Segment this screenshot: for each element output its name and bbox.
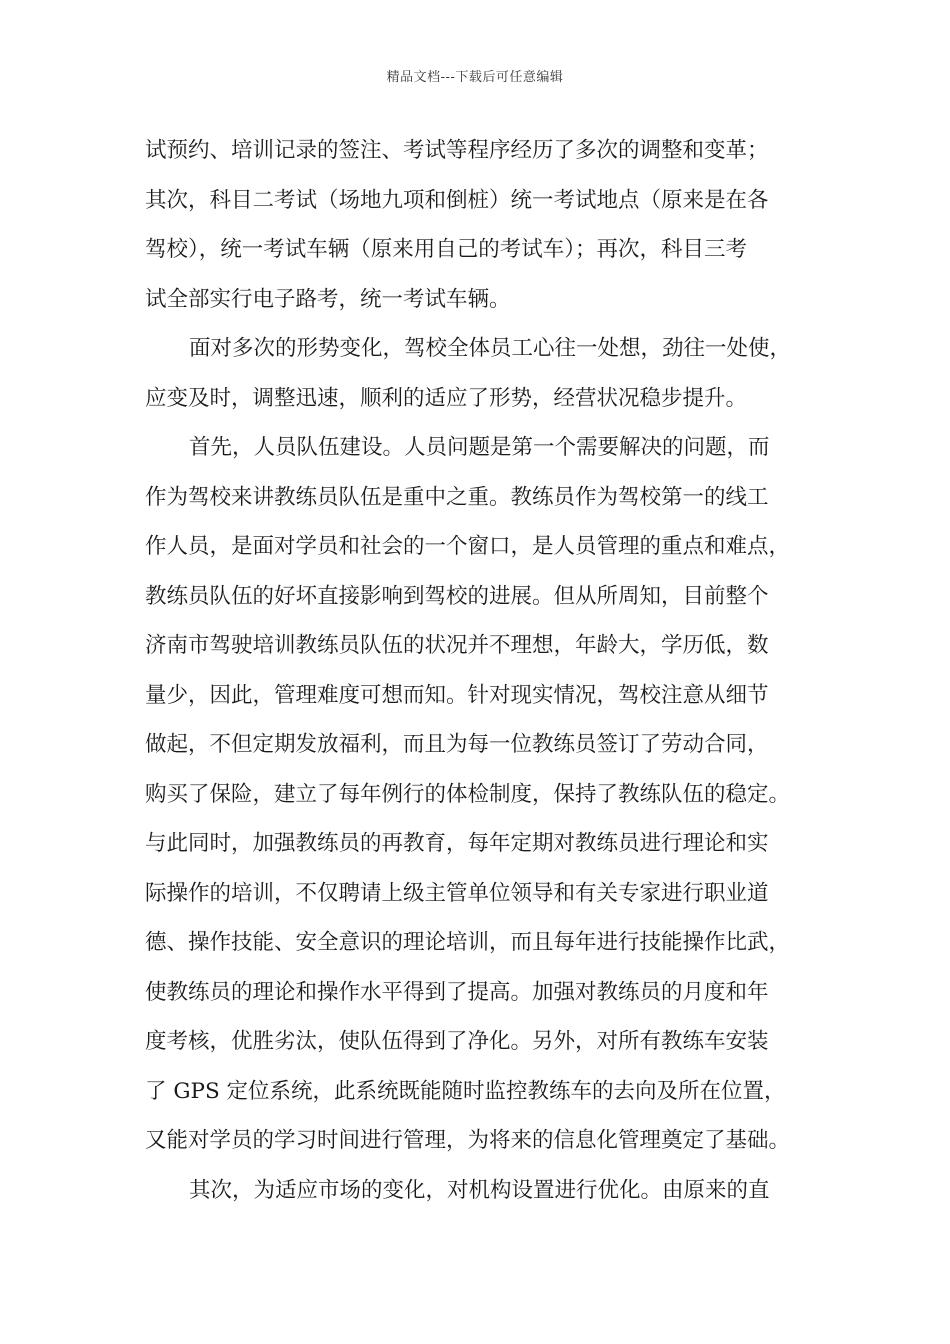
text-line: 际操作的培训，不仅聘请上级主管单位领导和有关专家进行职业道 — [145, 880, 769, 906]
text-line: 又能对学员的学习时间进行管理，为将来的信息化管理奠定了基础。 — [145, 1128, 791, 1153]
text-line: 应变及时，调整迅速，顺利的适应了形势，经营状况稳步提升。 — [145, 385, 748, 411]
text-line: 量少，因此，管理难度可想而知。针对现实情况，驾校注意从细节 — [145, 682, 769, 708]
text-line: 驾校），统一考试车辆（原来用自己的考试车）；再次，科目三考 — [145, 237, 748, 262]
text-line: 教练员队伍的好坏直接影响到驾校的进展。但从所周知，目前整个 — [145, 583, 769, 609]
text-line: 作为驾校来讲教练员队伍是重中之重。教练员作为驾校第一的线工 — [145, 484, 769, 510]
text-line: 做起，不但定期发放福利，而且为每一位教练员签订了劳动合同， — [145, 732, 769, 757]
text-line: 首先，人员队伍建设。人员问题是第一个需要解决的问题，而 — [189, 435, 770, 460]
text-line: 其次，科目二考试（场地九项和倒桩）统一考试地点（原来是在各 — [145, 187, 769, 213]
document-body — [145, 126, 825, 1215]
text-line: 了 GPS 定位系统，此系统既能随时监控教练车的去向及所在位置， — [145, 1078, 786, 1104]
text-line: 度考核，优胜劣汰，使队伍得到了净化。另外，对所有教练车安装 — [145, 1029, 769, 1054]
text-line: 试预约、培训记录的签注、考试等程序经历了多次的调整和变革； — [145, 138, 769, 163]
text-line: 试全部实行电子路考，统一考试车辆。 — [145, 286, 511, 312]
text-line: 作人员，是面对学员和社会的一个窗口，是人员管理的重点和难点， — [145, 534, 791, 559]
text-line: 购买了保险，建立了每年例行的体检制度，保持了教练队伍的稳定。 — [145, 781, 791, 807]
text-line: 其次，为适应市场的变化，对机构设置进行优化。由原来的直 — [189, 1177, 770, 1203]
text-line: 面对多次的形势变化，驾校全体员工心往一处想，劲往一处使， — [189, 336, 792, 361]
text-line: 德、操作技能、安全意识的理论培训，而且每年进行技能操作比武， — [145, 930, 791, 955]
text-line: 与此同时，加强教练员的再教育，每年定期对教练员进行理论和实 — [145, 831, 769, 856]
text-line: 使教练员的理论和操作水平得到了提高。加强对教练员的月度和年 — [145, 979, 769, 1005]
text-line: 济南市驾驶培训教练员队伍的状况并不理想，年龄大，学历低，数 — [145, 633, 769, 658]
page-header: 精品文档---下载后可任意编辑 — [386, 70, 564, 85]
